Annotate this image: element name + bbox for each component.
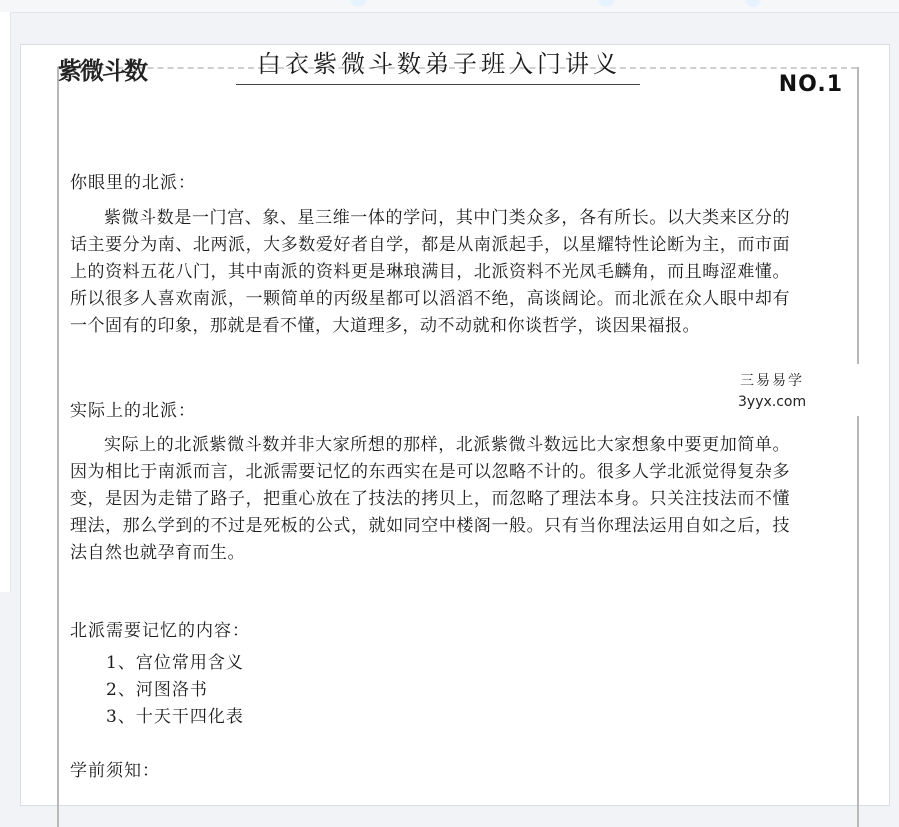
toolbar-chip[interactable] [350, 0, 366, 7]
watermark-url: 3yyx.com [738, 394, 807, 410]
toolbar [0, 0, 899, 13]
logo [58, 46, 158, 96]
logo-text: 紫微斗数 [58, 56, 146, 85]
section-heading: 你眼里的北派： [70, 173, 196, 193]
page-title: 白衣紫微斗数弟子班入门讲义 [257, 50, 621, 78]
list-item: 2、河图洛书 [106, 680, 208, 700]
watermark [640, 364, 878, 416]
section-heading: 学前须知： [70, 761, 160, 781]
toolbar-chip[interactable] [745, 0, 761, 7]
title-underline [236, 84, 640, 85]
toolbar-chip[interactable] [598, 0, 614, 7]
section-heading: 北派需要记忆的内容： [70, 621, 250, 641]
memory-list [106, 650, 244, 731]
section-paragraph: 紫微斗数是一门宫、象、星三维一体的学问，其中门类众多，各有所长。以大类来区分的话主要分为南、北两派，大多数爱好者自学，都是从南派起手，以星耀特性论断为主，而市面上的资料五花八门，其中南派的资料更是琳琅满目，北派资料不光凤毛麟角，而且晦涩难懂。所以很多人喜欢南派，一颗简单的丙级星都可以滔滔不绝，高谈阔论。而北派在众人眼中却有一个固有的印象，那就是看不懂，大道理多，动不动就和你谈哲学，谈因果福报。 [70, 208, 790, 336]
sidebar-rail [0, 12, 11, 592]
watermark-site-name: 三易易学 [740, 373, 804, 389]
list-item: 1、宫位常用含义 [106, 653, 244, 673]
document-number: NO.1 [778, 72, 843, 97]
list-item: 3、十天干四化表 [106, 707, 244, 727]
section-paragraph: 实际上的北派紫微斗数并非大家所想的那样，北派紫微斗数远比大家想象中要更加简单。因为相比于南派而言，北派需要记忆的东西实在是可以忽略不计的。很多人学北派觉得复杂多变，是因为走错了路子，把重心放在了技法的拷贝上，而忽略了理法本身。只关注技法而不懂理法，那么学到的不过是死板的公式，就如同空中楼阁一般。只有当你理法运用自如之后，技法自然也就孕育而生。 [70, 435, 790, 563]
section-heading: 实际上的北派： [70, 401, 196, 421]
